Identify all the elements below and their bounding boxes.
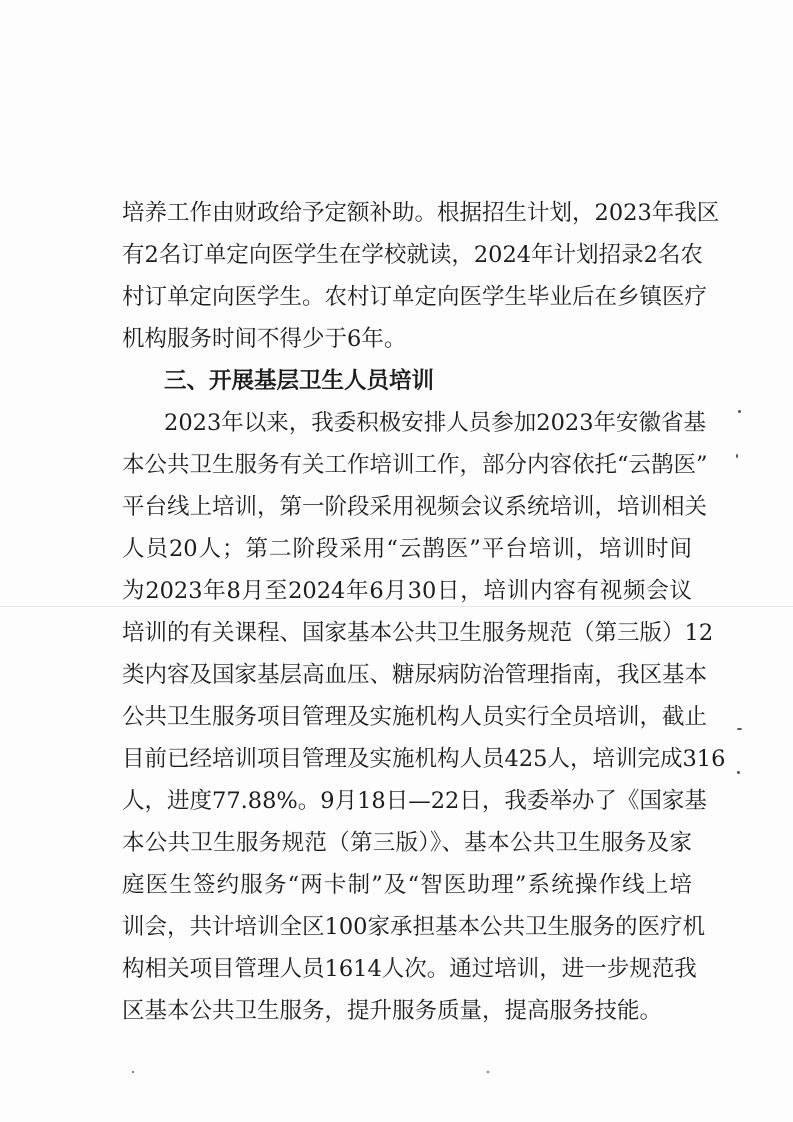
paragraph-line: 人员20人；第二阶段采用“云鹊医”平台培训，培训时间 [122,536,692,562]
paragraph-line: 构相关项目管理人员1614人次。通过培训，进一步规范我 [122,956,697,982]
paragraph-line: 训会，共计培训全区100家承担基本公共卫生服务的医疗机 [122,914,705,940]
scan-speck [737,771,740,774]
paragraph-line: 村订单定向医学生。农村订单定向医学生毕业后在乡镇医疗 [122,284,708,310]
scan-speck [487,1071,489,1073]
paragraph-line: 本公共卫生服务规范（第三版）》、基本公共卫生服务及家 [122,830,692,856]
paragraph-line: 平台线上培训，第一阶段采用视频会议系统培训，培训相关 [122,494,708,520]
scan-speck [736,454,738,458]
paragraph-line: 人，进度77.88%。9月18日—22日，我委举办了《国家基 [122,788,707,814]
scan-speck [132,1071,134,1073]
paragraph-line: 机构服务时间不得少于6年。 [122,326,407,352]
scan-speck [738,410,741,413]
paragraph-line: 培训的有关课程、国家基本公共卫生服务规范（第三版）12 [122,620,714,646]
paragraph-line: 本公共卫生服务有关工作培训工作，部分内容依托“云鹊医” [122,452,708,478]
paragraph-line: 为2023年8月至2024年6月30日，培训内容有视频会议 [122,578,692,604]
paragraph-line: 区基本公共卫生服务，提升服务质量，提高服务技能。 [122,998,663,1024]
scan-speck [737,728,742,730]
paragraph-line: 庭医生签约服务“两卡制”及“智医助理”系统操作线上培 [122,872,692,898]
paragraph-line: 目前已经培训项目管理及实施机构人员425人，培训完成316 [122,746,726,772]
paragraph-line: 2023年以来，我委积极安排人员参加2023年安徽省基 [164,410,707,436]
paragraph-line: 有2名订单定向医学生在学校就读，2024年计划招录2名农 [122,242,703,268]
paragraph-line: 类内容及国家基层高血压、糖尿病防治管理指南，我区基本 [122,662,708,688]
paragraph-line: 公共卫生服务项目管理及实施机构人员实行全员培训，截止 [122,704,708,730]
section-heading: 三、开展基层卫生人员培训 [164,368,435,394]
paragraph-line: 培养工作由财政给予定额补助。根据招生计划，2023年我区 [122,200,720,226]
